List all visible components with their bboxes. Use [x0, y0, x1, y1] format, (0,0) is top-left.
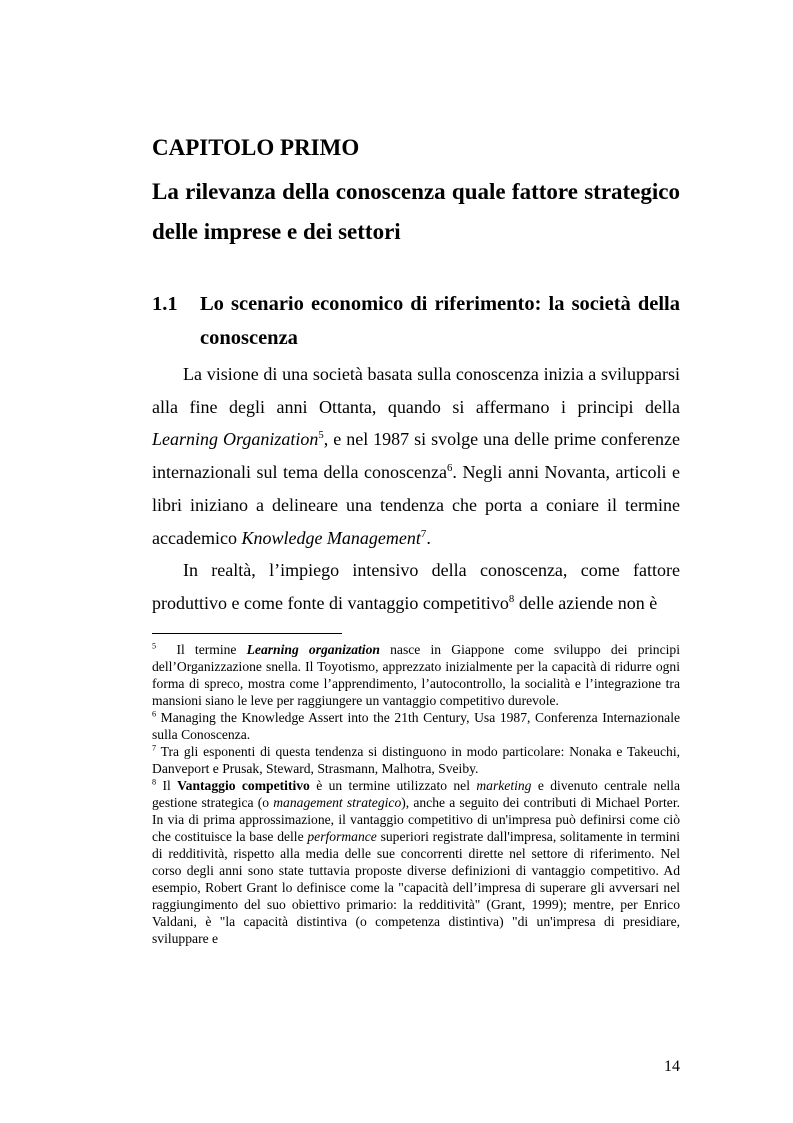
page-number: 14 — [664, 1058, 680, 1075]
body-paragraph: La visione di una società basata sulla conoscenza inizia a svilupparsi alla fine degli anni Ottanta, quando si affermano i principi della Learning Organization$^5$, e nel 1987 si svolge una delle prime conferenze internazionali sul tema della conoscenza$^6$. Negli anni Novanta, articoli e libri iniziano a delineare una tendenza che porta a coniare il termine accademico Knowledge Management$^7$. — [152, 364, 680, 548]
chapter-label: CAPITOLO PRIMO — [152, 135, 360, 160]
footnote-6: $^6$ Managing the Knowledge Assert into the 21th Century, Usa 1987, Conferenza Internazionale sulla Conoscenza. — [152, 709, 680, 742]
footnote-number: 7 — [152, 743, 157, 753]
term-knowledge-management: Knowledge Management — [241, 527, 421, 548]
footnote-ref[interactable]: 5 — [318, 429, 324, 442]
footnote-ref[interactable]: 8 — [508, 592, 515, 605]
footnote-number: 8 — [152, 777, 157, 787]
footnote-divider — [152, 633, 342, 634]
footnotes — [152, 641, 680, 947]
body-text — [152, 358, 680, 620]
footnote-8: $^8$ Il Vantaggio competitivo è un termine utilizzato nel marketing e divenuto centrale nella gestione strategica (o management strategico), anche a seguito dei contributi di Michael Porter. In via di prima approssimazione, il vantaggio competitivo di un'impresa può definirsi come ciò che costituisce la base delle performance superiori registrate dall'impresa, solitamente in termini di redditività, rispetto alla media delle sue concorrenti dirette nel settore di riferimento. Nel corso degli anni sono state tuttavia proposte diverse definizioni di vantaggio competitivo. Ad esempio, Robert Grant lo definisce come la "capacità dell’impresa di superare gli avversari nel raggiungimento del suo obiettivo primario: la redditività" (Grant, 1999); mentre, per Enrico Valdani, è "la capacità distintiva (o competenza distintiva) "di un'impresa di presidiare, sviluppare e — [152, 777, 680, 946]
term-learning-organization: Learning Organization — [152, 429, 319, 450]
section-title: Lo scenario economico di riferimento: la società della conoscenza — [200, 293, 680, 349]
footnote-ref[interactable]: 7 — [420, 527, 427, 540]
section-number: 1.1 — [152, 293, 178, 315]
footnote-5: $^5$ Il termine Learning organization nasce in Giappone come sviluppo dei principi dell’Organizzazione snella. Il Toyotismo, apprezzato inizialmente per la capacità di ridurre ogni forma di spreco, mostra come l’apprendimento, l’autocontrollo, la socialità e l’integrazione tra mansioni siano le leve per raggiungere un vantaggio competitivo durevole. — [152, 641, 680, 708]
footnote-number: 6 — [152, 709, 157, 719]
footnote-number: 5 — [152, 641, 157, 651]
body-paragraph: In realtà, l’impiego intensivo della conoscenza, come fattore produttivo e come fonte di vantaggio competitivo$^8$ delle aziende non è — [152, 560, 680, 613]
section-heading — [152, 287, 680, 355]
chapter-title: La rilevanza della conoscenza quale fattore strategico delle imprese e dei settori — [152, 179, 680, 244]
footnote-ref[interactable]: 6 — [447, 462, 453, 475]
footnote-7: $^7$ Tra gli esponenti di questa tendenza si distinguono in modo particolare: Nonaka e Takeuchi, Danveport e Prusak, Steward, Strasmann, Malhotra, Sveiby. — [152, 743, 680, 776]
